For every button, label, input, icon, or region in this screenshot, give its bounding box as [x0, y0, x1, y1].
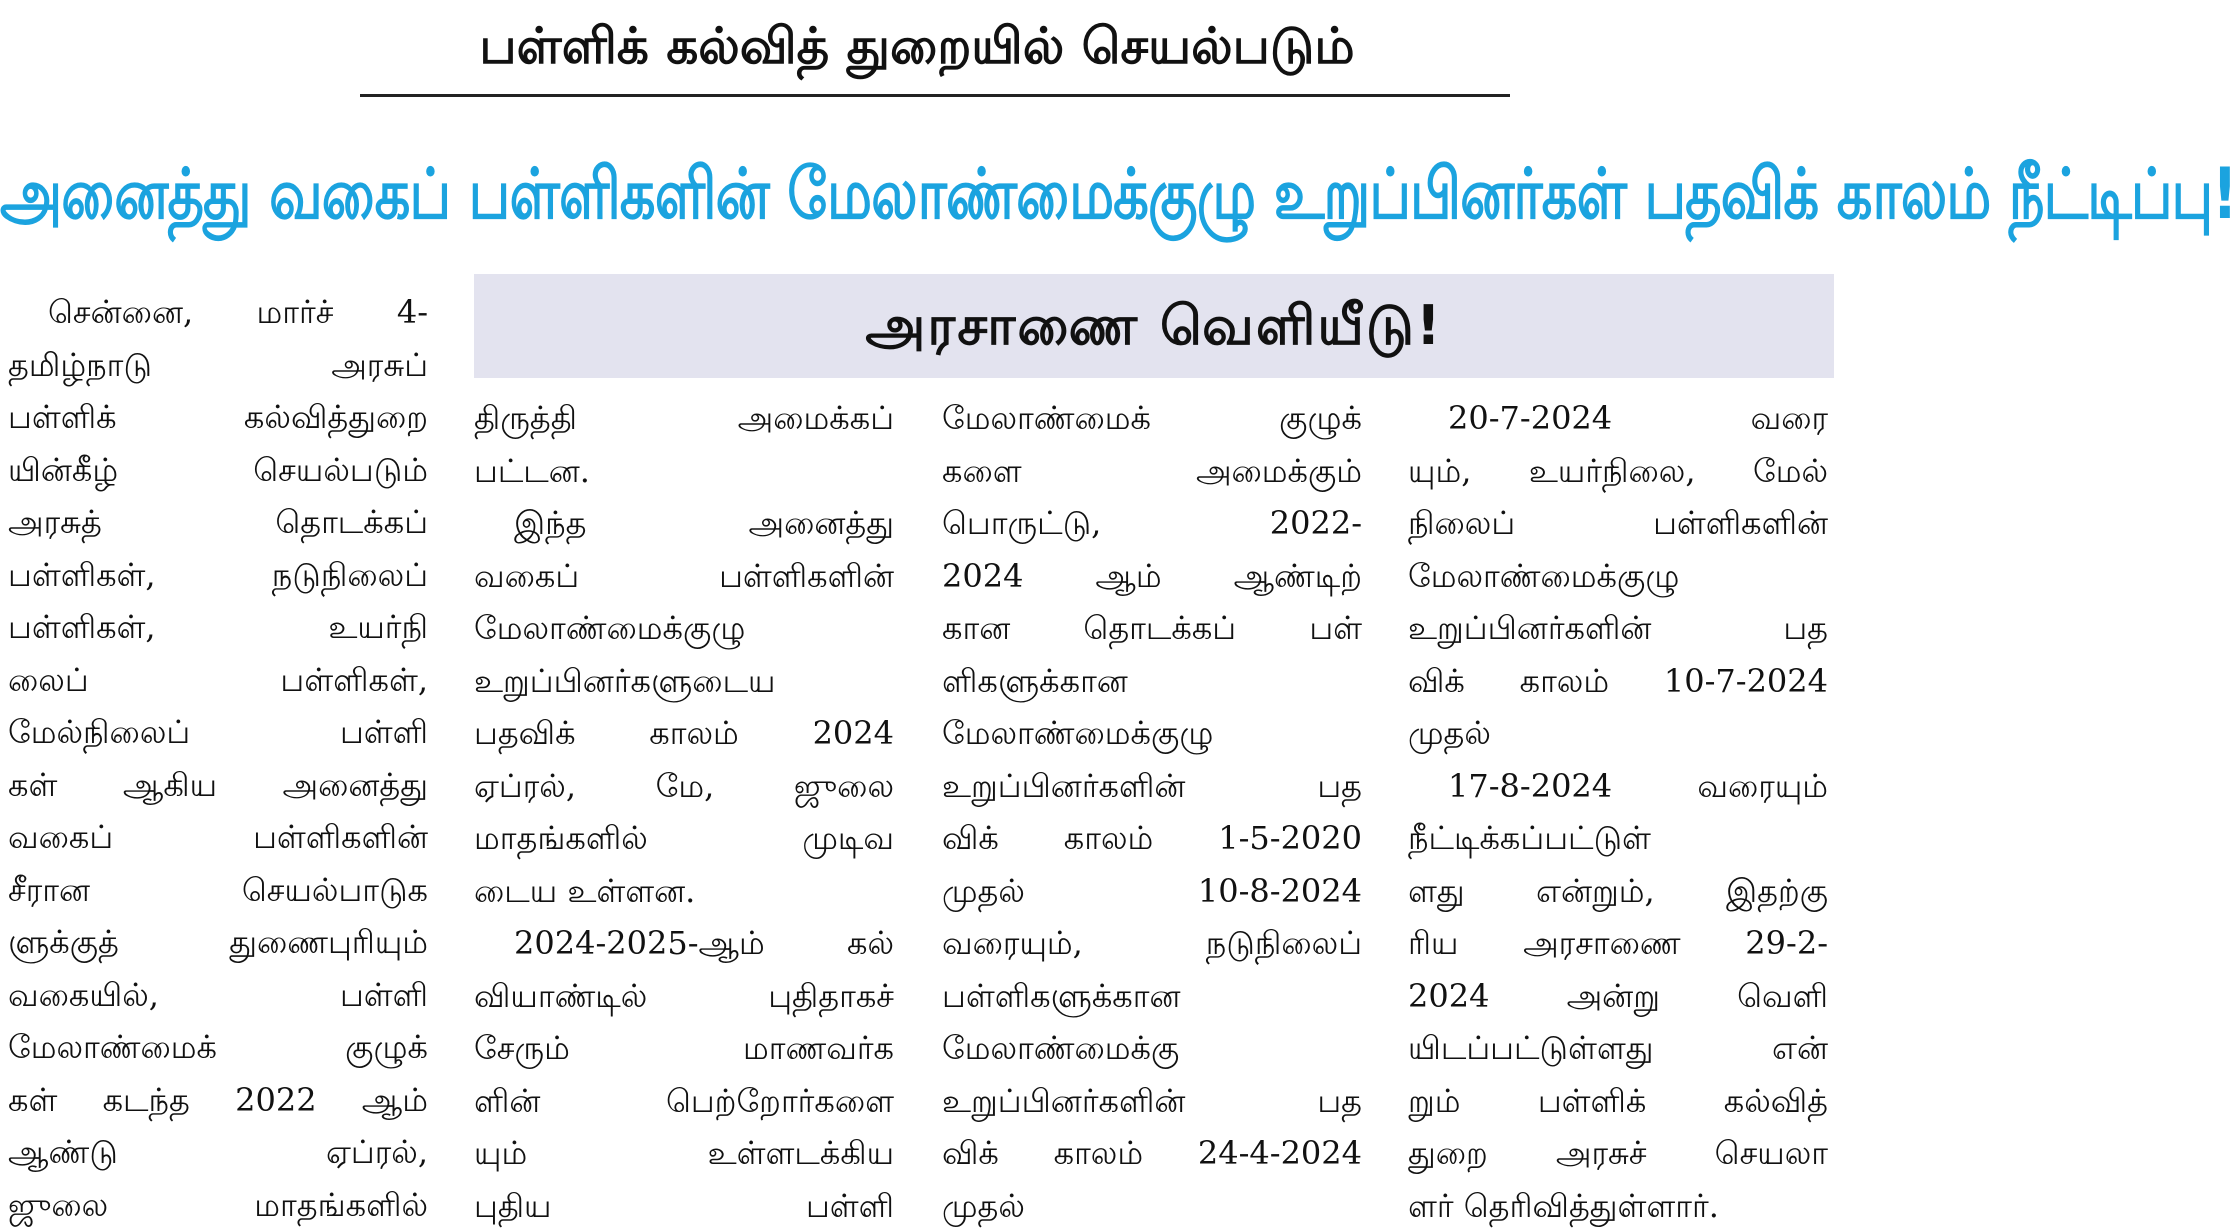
article-line: மேலாண்மைக் குழுக்: [8, 1021, 428, 1074]
article-line: ளர் தெரிவித்துள்ளார்.: [1408, 1180, 1828, 1232]
article-line: இந்த அனைத்து: [474, 497, 894, 550]
article-line: முதல்: [942, 1180, 1362, 1232]
article-line: 2024 அன்று வெளி: [1408, 970, 1828, 1023]
article-line: சென்னை, மார்ச் 4-: [8, 286, 428, 339]
article-line: உறுப்பினர்களின் பத: [942, 760, 1362, 813]
article-line: முதல் 10-8-2024: [942, 865, 1362, 918]
article-line: கள் ஆகிய அனைத்து: [8, 759, 428, 812]
article-line: ஆண்டு ஏப்ரல்,: [8, 1126, 428, 1179]
article-line: யின்கீழ் செயல்படும்: [8, 444, 428, 497]
article-line: விக் காலம் 24-4-2024: [942, 1127, 1362, 1180]
article-line: பள்ளிகள், நடுநிலைப்: [8, 549, 428, 602]
article-line: யும் உள்ளடக்கிய: [474, 1127, 894, 1180]
article-line: உறுப்பினர்களுடைய: [474, 655, 894, 708]
article-line: சீரான செயல்பாடுக: [8, 864, 428, 917]
article-line: வகைப் பள்ளிகளின்: [8, 811, 428, 864]
article-line: விக் காலம் 1-5-2020: [942, 812, 1362, 865]
article-line: பொருட்டு, 2022-: [942, 497, 1362, 550]
article-line: நீட்டிக்கப்பட்டுள்: [1408, 812, 1828, 865]
article-line: நிலைப் பள்ளிகளின்: [1408, 497, 1828, 550]
article-line: உறுப்பினர்களின் பத: [1408, 602, 1828, 655]
article-line: யும், உயர்நிலை, மேல்: [1408, 445, 1828, 498]
article-line: வகையில், பள்ளி: [8, 969, 428, 1022]
article-line: 2024-2025-ஆம் கல்: [474, 917, 894, 970]
article-line: தமிழ்நாடு அரசுப்: [8, 339, 428, 392]
article-line: யிடப்பட்டுள்ளது என்: [1408, 1022, 1828, 1075]
article-line: பட்டன.: [474, 445, 894, 498]
article-line: திருத்தி அமைக்கப்: [474, 392, 894, 445]
article-line: பள்ளிகள், உயர்நி: [8, 601, 428, 654]
article-line: 20-7-2024 வரை: [1408, 392, 1828, 445]
article-line: கள் கடந்த 2022 ஆம்: [8, 1074, 428, 1127]
article-line: ஜுலை மாதங்களில்: [8, 1179, 428, 1232]
article-column-2: [474, 392, 894, 1232]
kicker-heading: பள்ளிக் கல்வித் துறையில் செயல்படும்: [0, 14, 1834, 78]
article-line: 17-8-2024 வரையும்: [1408, 760, 1828, 813]
article-line: ஏப்ரல், மே, ஜுலை: [474, 760, 894, 813]
article-line: பள்ளிகளுக்கான: [942, 970, 1362, 1023]
article-line: சேரும் மாணவர்க: [474, 1022, 894, 1075]
article-line: விக் காலம் 10-7-2024: [1408, 655, 1828, 708]
article-line: லைப் பள்ளிகள்,: [8, 654, 428, 707]
article-line: உறுப்பினர்களின் பத: [942, 1075, 1362, 1128]
article-line: மேலாண்மைக் குழுக்: [942, 392, 1362, 445]
article-line: மேலாண்மைக்குழு: [1408, 550, 1828, 603]
article-line: வகைப் பள்ளிகளின்: [474, 550, 894, 603]
article-line: ளிகளுக்கான: [942, 655, 1362, 708]
article-line: ளது என்றும், இதற்கு: [1408, 865, 1828, 918]
article-line: பள்ளிக் கல்வித்துறை: [8, 391, 428, 444]
article-column-1: [8, 286, 428, 1231]
article-column-3: [942, 392, 1362, 1232]
subhead: அரசாணை வெளியீடு!: [474, 274, 1834, 378]
article-line: வரையும், நடுநிலைப்: [942, 917, 1362, 970]
article-line: அரசுத் தொடக்கப்: [8, 496, 428, 549]
article-line: ளுக்குத் துணைபுரியும்: [8, 916, 428, 969]
article-line: ரிய அரசாணை 29-2-: [1408, 917, 1828, 970]
article-column-4: [1408, 392, 1828, 1232]
main-headline: அனைத்து வகைப் பள்ளிகளின் மேலாண்மைக்குழு உறுப்பினர்கள் பதவிக் காலம் நீட்டிப்பு!: [0, 108, 1834, 283]
article-line: வியாண்டில் புதிதாகச்: [474, 970, 894, 1023]
article-line: முதல்: [1408, 707, 1828, 760]
article-line: டைய உள்ளன.: [474, 865, 894, 918]
article-line: மேலாண்மைக்கு: [942, 1022, 1362, 1075]
article-line: 2024 ஆம் ஆண்டிற்: [942, 550, 1362, 603]
article-line: துறை அரசுச் செயலா: [1408, 1127, 1828, 1180]
article-line: மேல்நிலைப் பள்ளி: [8, 706, 428, 759]
article-line: ளின் பெற்றோர்களை: [474, 1075, 894, 1128]
article-line: பதவிக் காலம் 2024: [474, 707, 894, 760]
article-line: மேலாண்மைக்குழு: [474, 602, 894, 655]
heading-rule: [360, 94, 1510, 97]
article-line: மேலாண்மைக்குழு: [942, 707, 1362, 760]
article-line: மாதங்களில் முடிவ: [474, 812, 894, 865]
article-line: புதிய பள்ளி: [474, 1180, 894, 1232]
article-line: றும் பள்ளிக் கல்வித்: [1408, 1075, 1828, 1128]
article-line: களை அமைக்கும்: [942, 445, 1362, 498]
article-line: கான தொடக்கப் பள்: [942, 602, 1362, 655]
